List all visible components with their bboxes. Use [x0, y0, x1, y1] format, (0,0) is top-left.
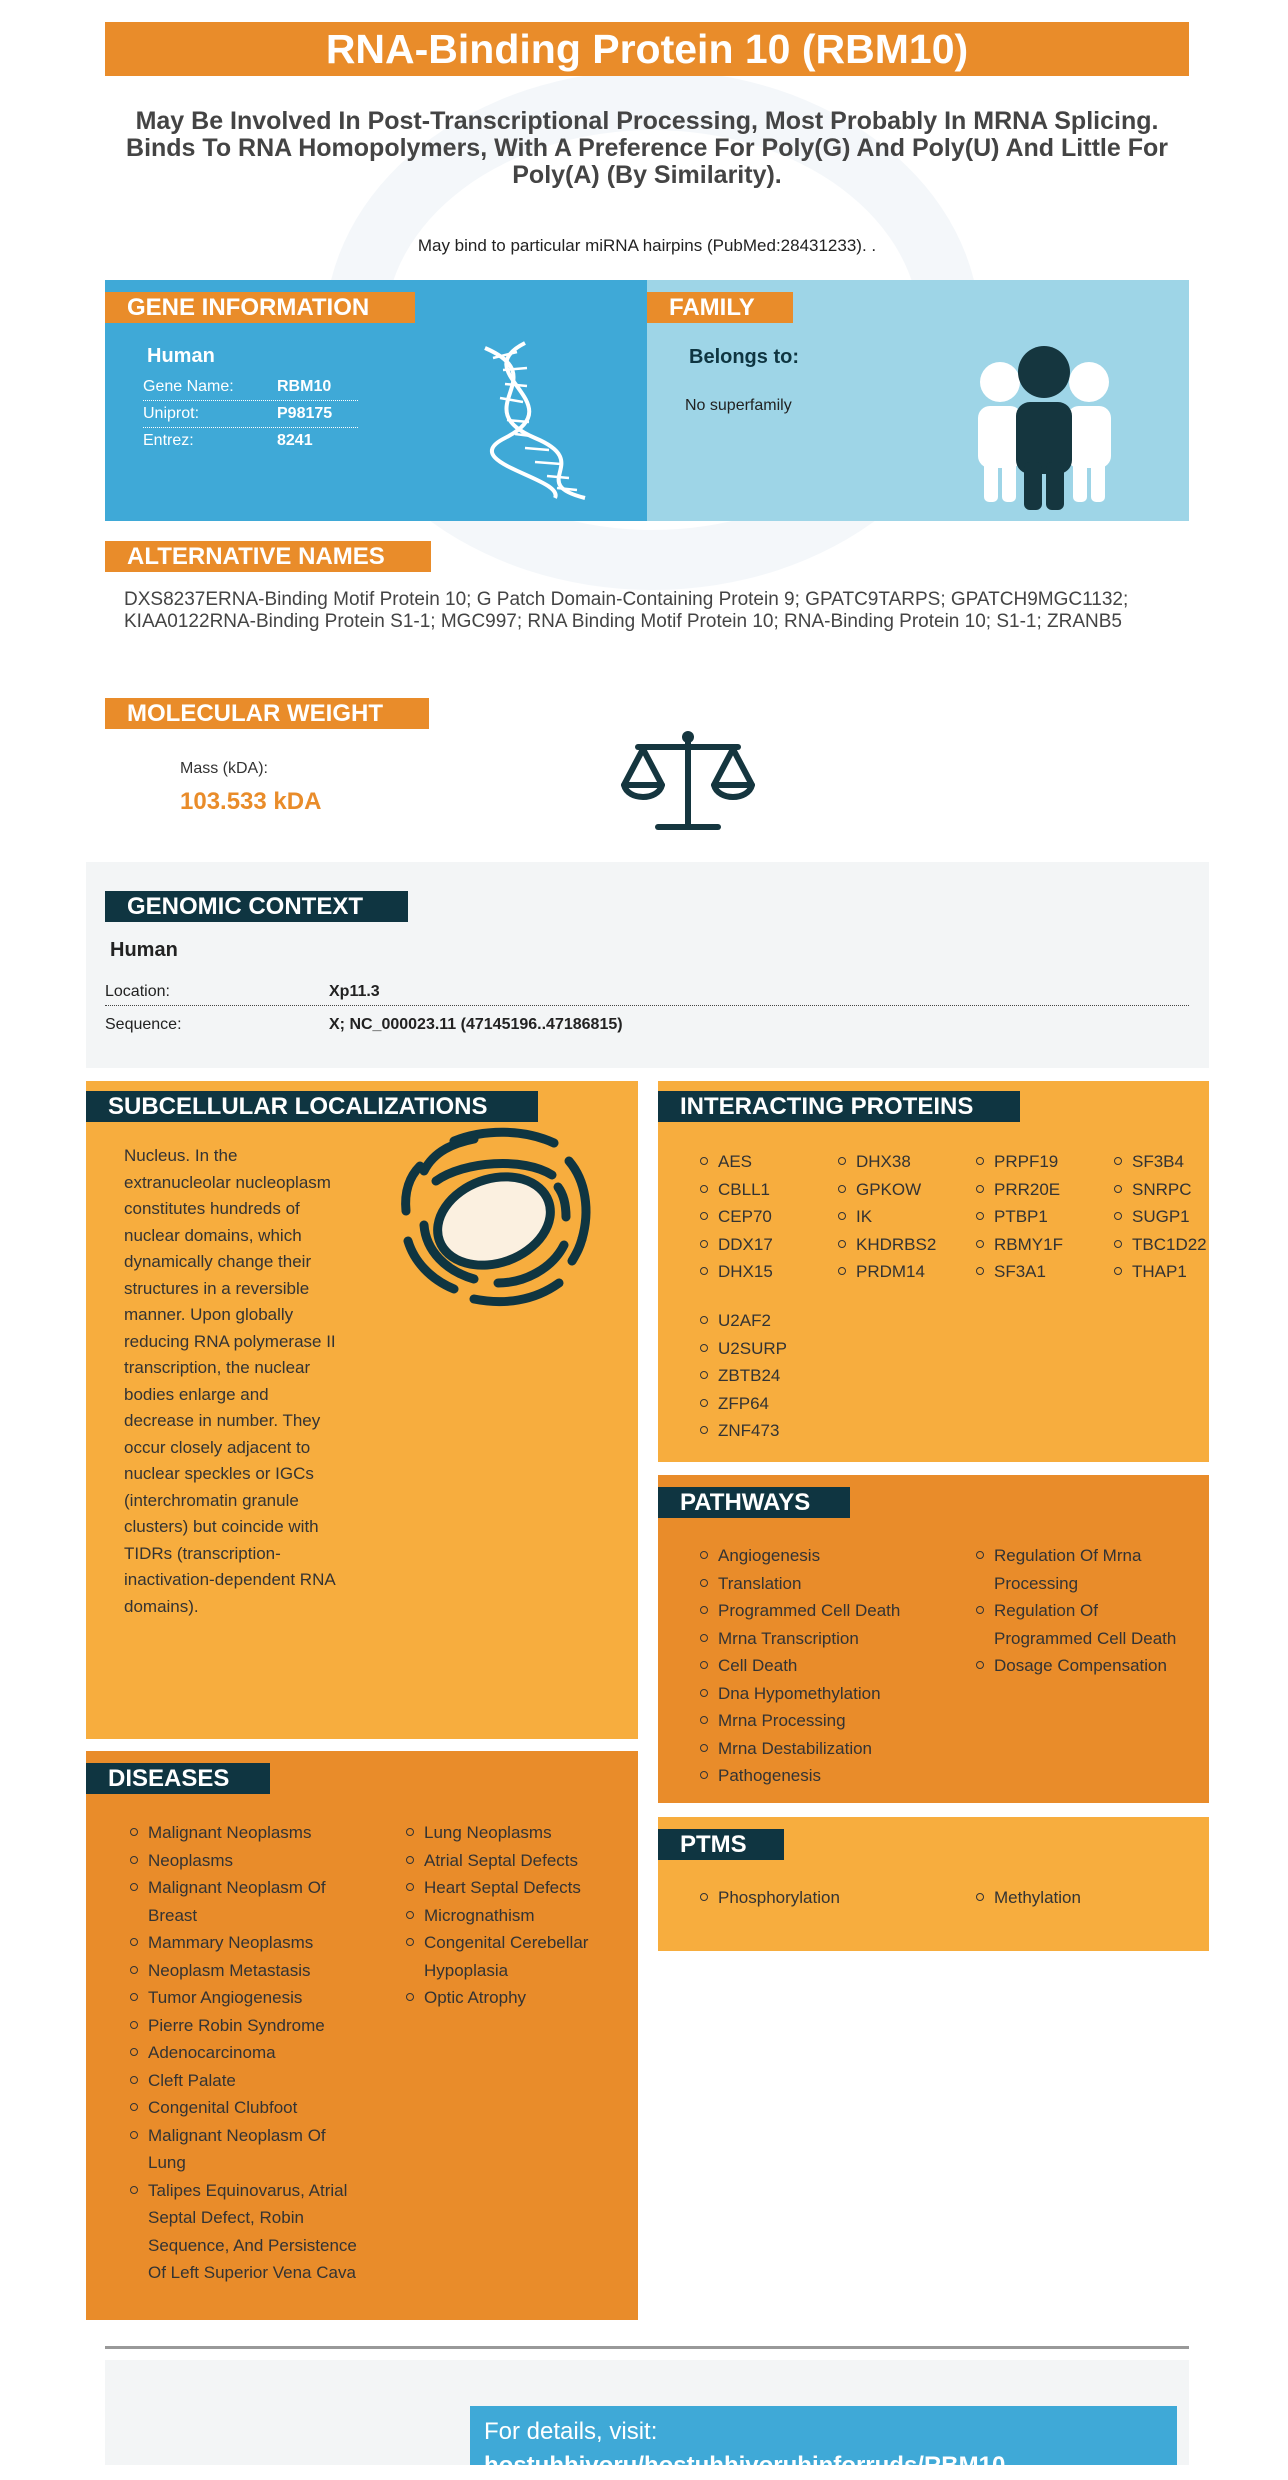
list-item: Congenital Clubfoot [130, 2094, 360, 2122]
list-item: PRPF19 [976, 1148, 1063, 1176]
list-item: KHDRBS2 [838, 1231, 936, 1259]
pathways-list-col1 [700, 1542, 950, 1790]
list-item: Heart Septal Defects [406, 1874, 626, 1902]
superfamily-value: No superfamily [685, 397, 792, 414]
list-item: SUGP1 [1114, 1203, 1209, 1231]
list-item: Translation [700, 1570, 950, 1598]
list-item: RBMY1F [976, 1231, 1063, 1259]
family-icon [972, 342, 1117, 512]
sequence-label: Sequence: [105, 1016, 182, 1033]
list-item: Dosage Compensation [976, 1652, 1186, 1680]
list-item: Mammary Neoplasms [130, 1929, 360, 1957]
list-item: CBLL1 [700, 1176, 773, 1204]
entrez-value: 8241 [277, 432, 313, 449]
diseases-list-col2 [406, 1819, 626, 2012]
list-item: AES [700, 1148, 773, 1176]
ptms-list-col1 [700, 1884, 950, 1912]
ptms-panel [658, 1817, 1209, 1951]
list-item: Dna Hypomethylation [700, 1680, 950, 1708]
footer-divider [105, 2346, 1189, 2349]
list-item: ZNF473 [700, 1417, 787, 1445]
list-item: Neoplasms [130, 1847, 360, 1875]
ptms-list-col2 [976, 1884, 1186, 1912]
gene-name-label: Gene Name: [143, 378, 234, 395]
list-item: Pierre Robin Syndrome [130, 2012, 360, 2040]
interacting-list-col4 [1114, 1148, 1209, 1286]
subcellular-text: Nucleus. In the extranucleolar nucleoplasm constitutes hundreds of nuclear domains, which dynamically change their structures in a reversible manner. Upon globally reducing RNA polymerase II transcription, the nuclear bodies enlarge and decrease in number. They occur closely adjacent to nuclear speckles or IGCs (interchromatin granule clusters) but coincide with TIDRs (transcription-inactivation-dependent RNA domains). [124, 1146, 336, 1616]
list-item: ZFP64 [700, 1390, 787, 1418]
list-item: Mrna Transcription [700, 1625, 950, 1653]
list-item: PRDM14 [838, 1258, 936, 1286]
details-box [470, 2406, 1177, 2479]
gene-information-heading: GENE INFORMATION [105, 292, 415, 323]
function-note: May bind to particular miRNA hairpins (PubMed:28431233). . [417, 236, 877, 255]
list-item: PRR20E [976, 1176, 1063, 1204]
list-item: PTBP1 [976, 1203, 1063, 1231]
list-item: Malignant Neoplasm Of Lung [130, 2122, 360, 2177]
list-item: GPKOW [838, 1176, 936, 1204]
interacting-list-col3 [976, 1148, 1063, 1286]
family-heading: FAMILY [647, 292, 793, 323]
uniprot-row [143, 401, 358, 428]
list-item: DDX17 [700, 1231, 773, 1259]
list-item: IK [838, 1203, 936, 1231]
details-label: For details, visit: [484, 2418, 658, 2445]
interacting-list-col1 [700, 1148, 773, 1286]
list-item: Phosphorylation [700, 1884, 950, 1912]
sequence-value: X; NC_000023.11 (47145196..47186815) [329, 1016, 623, 1033]
alternative-names-text: DXS8237ERNA-Binding Motif Protein 10; G Patch Domain-Containing Protein 9; GPATC9TARPS; GPATCH9MGC1132; KIAA0122RNA-Binding Protein S1-1; MGC997; RNA Binding Motif Protein 10; RNA-Binding Protein 10; S1-1; ZRANB5 [124, 589, 1129, 632]
family-panel [647, 280, 1189, 521]
list-item: Pathogenesis [700, 1762, 950, 1790]
gene-information-panel [105, 280, 647, 521]
list-item: TBC1D22 [1114, 1231, 1209, 1259]
list-item: Adenocarcinoma [130, 2039, 360, 2067]
genomic-context-panel [86, 862, 1209, 1068]
list-item: SNRPC [1114, 1176, 1209, 1204]
belongs-to-label: Belongs to: [689, 346, 799, 368]
list-item: Methylation [976, 1884, 1186, 1912]
list-item: Malignant Neoplasm Of Breast [130, 1874, 360, 1929]
alternative-names-heading: ALTERNATIVE NAMES [105, 541, 431, 572]
gene-name-row [143, 374, 358, 401]
location-row [105, 976, 1189, 1006]
diseases-list-col1 [130, 1819, 360, 2287]
gene-name-value: RBM10 [277, 378, 332, 395]
dna-icon [465, 338, 605, 503]
list-item: Mrna Destabilization [700, 1735, 950, 1763]
list-item: Neoplasm Metastasis [130, 1957, 360, 1985]
entrez-row [143, 428, 358, 455]
list-item: Regulation Of Mrna Processing [976, 1542, 1186, 1597]
ptms-heading: PTMS [658, 1829, 784, 1860]
mass-value: 103.533 kDA [180, 788, 322, 815]
list-item: U2AF2 [700, 1307, 787, 1335]
molecular-weight-heading: MOLECULAR WEIGHT [105, 698, 429, 729]
uniprot-value: P98175 [277, 405, 333, 422]
location-value: Xp11.3 [329, 983, 380, 1000]
page-title: RNA-Binding Protein 10 (RBM10) [105, 22, 1189, 76]
pathways-panel [658, 1475, 1209, 1803]
list-item: Lung Neoplasms [406, 1819, 626, 1847]
interacting-proteins-heading: INTERACTING PROTEINS [658, 1091, 1020, 1122]
list-item: Tumor Angiogenesis [130, 1984, 360, 2012]
list-item: Talipes Equinovarus, Atrial Septal Defect, Robin Sequence, And Persistence Of Left Superior Vena Cava [130, 2177, 360, 2287]
list-item: Mrna Processing [700, 1707, 950, 1735]
list-item: SF3A1 [976, 1258, 1063, 1286]
location-label: Location: [105, 983, 170, 1000]
list-item: Angiogenesis [700, 1542, 950, 1570]
list-item: Malignant Neoplasms [130, 1819, 360, 1847]
interacting-list-col2 [838, 1148, 936, 1286]
pathways-heading: PATHWAYS [658, 1487, 850, 1518]
interacting-proteins-panel [658, 1081, 1209, 1462]
scale-icon [618, 727, 758, 837]
details-link[interactable]: hostuhhivoru/hostuhhivoruhinforruds/RBM10 [484, 2452, 1006, 2479]
list-item: Cleft Palate [130, 2067, 360, 2095]
interacting-list-col5 [700, 1307, 787, 1445]
subcellular-heading: SUBCELLULAR LOCALIZATIONS [86, 1091, 538, 1122]
list-item: DHX38 [838, 1148, 936, 1176]
list-item: ZBTB24 [700, 1362, 787, 1390]
protein-function-summary: May Be Involved In Post-Transcriptional Processing, Most Probably In MRNA Splicing. Binds To RNA Homopolymers, With A Preference For Poly(G) And Poly(U) And Little For Poly(A) (By Similarity). [126, 107, 1168, 189]
list-item: Regulation Of Programmed Cell Death [976, 1597, 1186, 1652]
list-item: Optic Atrophy [406, 1984, 626, 2012]
gene-species: Human [147, 345, 215, 367]
genomic-species: Human [110, 939, 178, 961]
diseases-heading: DISEASES [86, 1763, 270, 1794]
sequence-row [105, 1009, 1189, 1039]
list-item: Cell Death [700, 1652, 950, 1680]
subcellular-panel [86, 1081, 638, 1739]
nucleus-icon [394, 1121, 594, 1311]
list-item: U2SURP [700, 1335, 787, 1363]
diseases-panel [86, 1751, 638, 2320]
genomic-context-heading: GENOMIC CONTEXT [105, 891, 408, 922]
mass-label: Mass (kDA): [180, 760, 268, 777]
pathways-list-col2 [976, 1542, 1186, 1680]
list-item: Micrognathism [406, 1902, 626, 1930]
list-item: DHX15 [700, 1258, 773, 1286]
list-item: THAP1 [1114, 1258, 1209, 1286]
uniprot-label: Uniprot: [143, 405, 200, 422]
list-item: CEP70 [700, 1203, 773, 1231]
entrez-label: Entrez: [143, 432, 194, 449]
list-item: Atrial Septal Defects [406, 1847, 626, 1875]
list-item: SF3B4 [1114, 1148, 1209, 1176]
list-item: Congenital Cerebellar Hypoplasia [406, 1929, 626, 1984]
list-item: Programmed Cell Death [700, 1597, 950, 1625]
